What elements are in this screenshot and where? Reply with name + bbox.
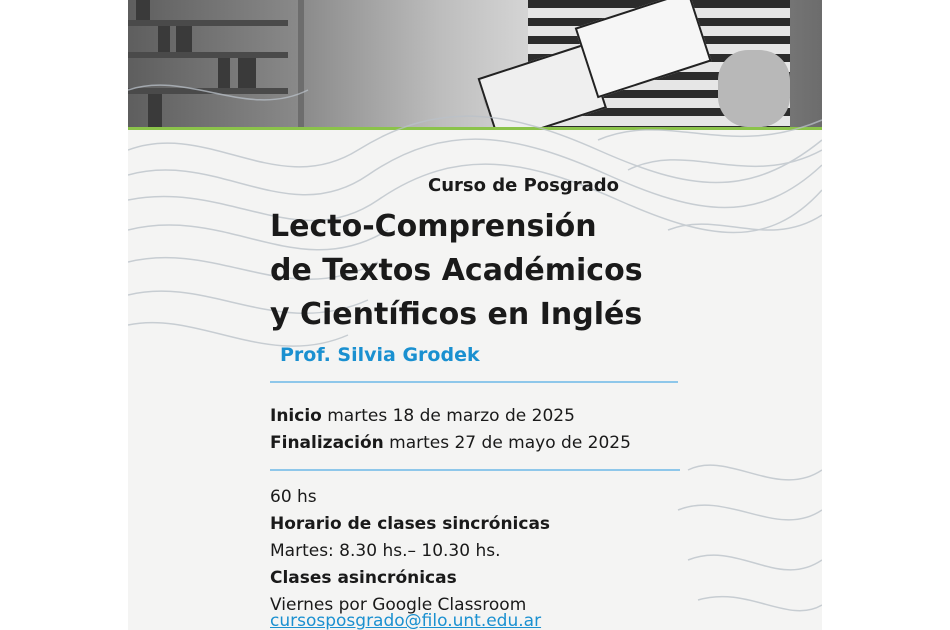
poster <box>128 0 822 630</box>
end-date-value: martes 27 de mayo de 2025 <box>389 433 631 453</box>
divider-top <box>270 381 678 383</box>
contact-email-link[interactable]: cursosposgrado@filo.unt.edu.ar <box>270 611 542 630</box>
start-date <box>270 406 575 426</box>
end-date <box>270 433 631 453</box>
course-title-line-1: Lecto-Comprensión <box>270 209 597 244</box>
course-title-line-3: y Científicos en Inglés <box>270 297 643 332</box>
divider-bottom <box>270 469 680 471</box>
start-date-label: Inicio <box>270 406 322 426</box>
professor-name: Prof. Silvia Grodek <box>280 344 480 366</box>
course-title-line-2: de Textos Académicos <box>270 253 643 288</box>
end-date-label: Finalización <box>270 433 384 453</box>
course-type-label: Curso de Posgrado <box>428 175 620 196</box>
sync-classes-heading: Horario de clases sincrónicas <box>270 514 551 534</box>
course-hours: 60 hs <box>270 487 317 507</box>
start-date-value: martes 18 de marzo de 2025 <box>327 406 575 426</box>
async-classes-schedule: Viernes por Google Classroom <box>270 595 527 615</box>
sync-classes-schedule: Martes: 8.30 hs.– 10.30 hs. <box>270 541 501 561</box>
async-classes-heading: Clases asincrónicas <box>270 568 457 588</box>
